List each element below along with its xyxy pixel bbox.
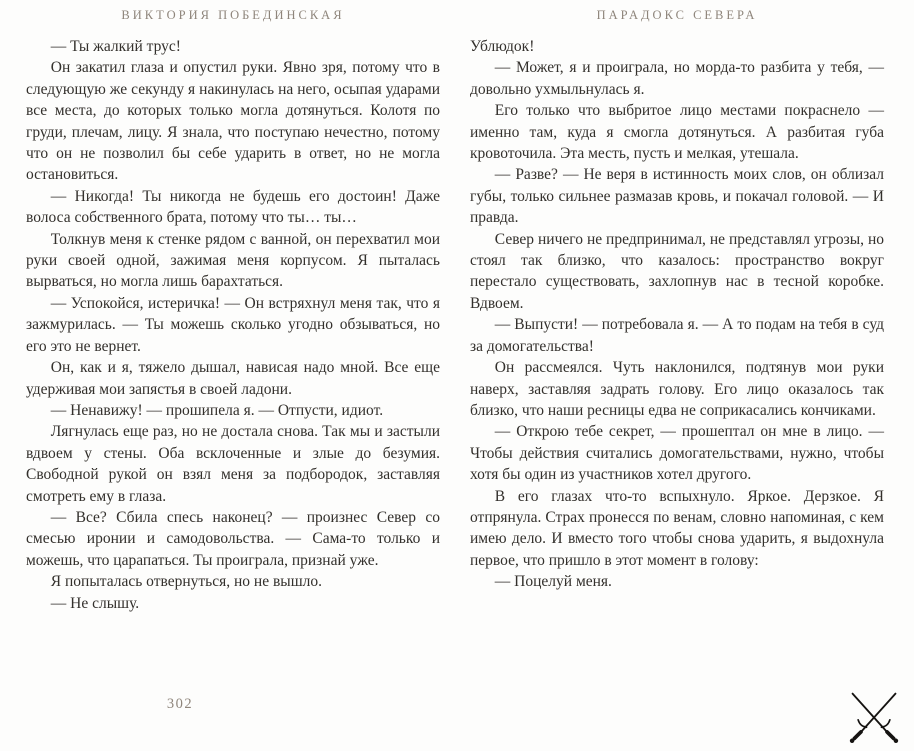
paragraph: — Может, я и проиграла, но морда-то разбита у тебя, — довольно ухмыльнулась я. [470,59,884,98]
paragraph: — Никогда! Ты никогда не будешь его достоин! Даже волоса собственного брата, потому что ты… ты… [26,187,440,227]
text-column-right [470,36,884,614]
paragraph: — Ты жалкий трус! [50,38,181,55]
paragraph: — Не слышу. [50,594,140,612]
paragraph: — Выпусти! — потребовала я. — А то подам на тебя в суд за домогательства! [470,316,884,355]
paragraph: Ублюдок! [470,38,535,55]
crossed-swords-icon [846,688,902,746]
paragraph: В его глазах что-то вспыхнуло. Яркое. Дерзкое. Я отпрянула. Страх пронесся по венам, словно напоминая, с кем имею дело. И вместо того чтобы снова ударить, я выдохнула первое, что пришло в этот момент в голову: [470,487,884,569]
paragraph: — Успокойся, истеричка! — Он встряхнул меня так, что я зажмурилась. — Ты можешь сколько угодно обзываться, но его это не вернет. [26,294,440,355]
page-number: 302 [166,696,194,712]
paragraph: Он, как и я, тяжело дышал, нависая надо мной. Все еще удерживая мои запястья в своей ладони. [26,359,440,398]
paragraph: Я попыталась отвернуться, но не вышло. [50,573,323,591]
paragraph: Север ничего не предпринимал, не представлял угрозы, но стоял так близко, что казалось: пространство вокруг перестало существовать, захлопнув нас в тесной коробке. Вдвоем. [470,230,884,312]
running-head-author: ВИКТОРИЯ ПОБЕДИНСКАЯ [121,8,345,22]
text-columns [26,36,888,614]
paragraph: Он рассмеялся. Чуть наклонился, подтянув мои руки наверх, заставляя задрать голову. Его лицо оказалось так близко, что наши ресницы едва не соприкасались кончиками. [470,359,884,419]
text-column-left [26,36,440,614]
paragraph: — Ненавижу! — прошипела я. — Отпусти, идиот. [50,401,384,419]
paragraph: Толкнув меня к стенке рядом с ванной, он перехватил мои руки своей одной, зажимая меня корпусом. Я пыталась вырваться, но могла лишь барахтаться. [26,230,440,291]
paragraph: Его только что выбритое лицо местами покраснело — именно там, куда я смогла дотянуться. А разбитая губа кровоточила. Эта месть, пусть и мелкая, утешала. [470,102,884,163]
paragraph: — Открою тебе секрет, — прошептал он мне в лицо. — Чтобы действия считались домогательствами, нужно, чтобы хотя бы один из участников хотел другого. [470,423,884,484]
running-heads [26,8,888,23]
paragraph: — Все? Сбила спесь наконец? — произнес Север со смесью иронии и самодовольства. — Сама-то только и можешь, что царапаться. Ты проиграла, признай уже. [26,508,440,569]
paragraph: Лягнулась еще раз, но не достала снова. Так мы и застыли вдвоем у стены. Оба всклоченные и злые до безумия. Свободной рукой он взял меня за подбородок, заставляя смотреть ему в глаза. [26,423,440,505]
running-head-title: ПАРАДОКС СЕВЕРА [596,8,758,22]
paragraph: — Разве? — Не веря в истинность моих слов, он облизал губы, только сильнее размазав кровь, и покачал головой. — И правда. [470,166,884,227]
paragraph: Он закатил глаза и опустил руки. Явно зря, потому что в следующую же секунду я накинулась на него, осыпая ударами все места, до которых только могла дотянуться. Колотя по груди, плечам, лицу. Я знала, что поступаю нечестно, потому что он не позволил бы себе ударить в ответ, но не могла остановиться. [26,59,440,184]
paragraph: — Поцелуй меня. [494,573,612,591]
